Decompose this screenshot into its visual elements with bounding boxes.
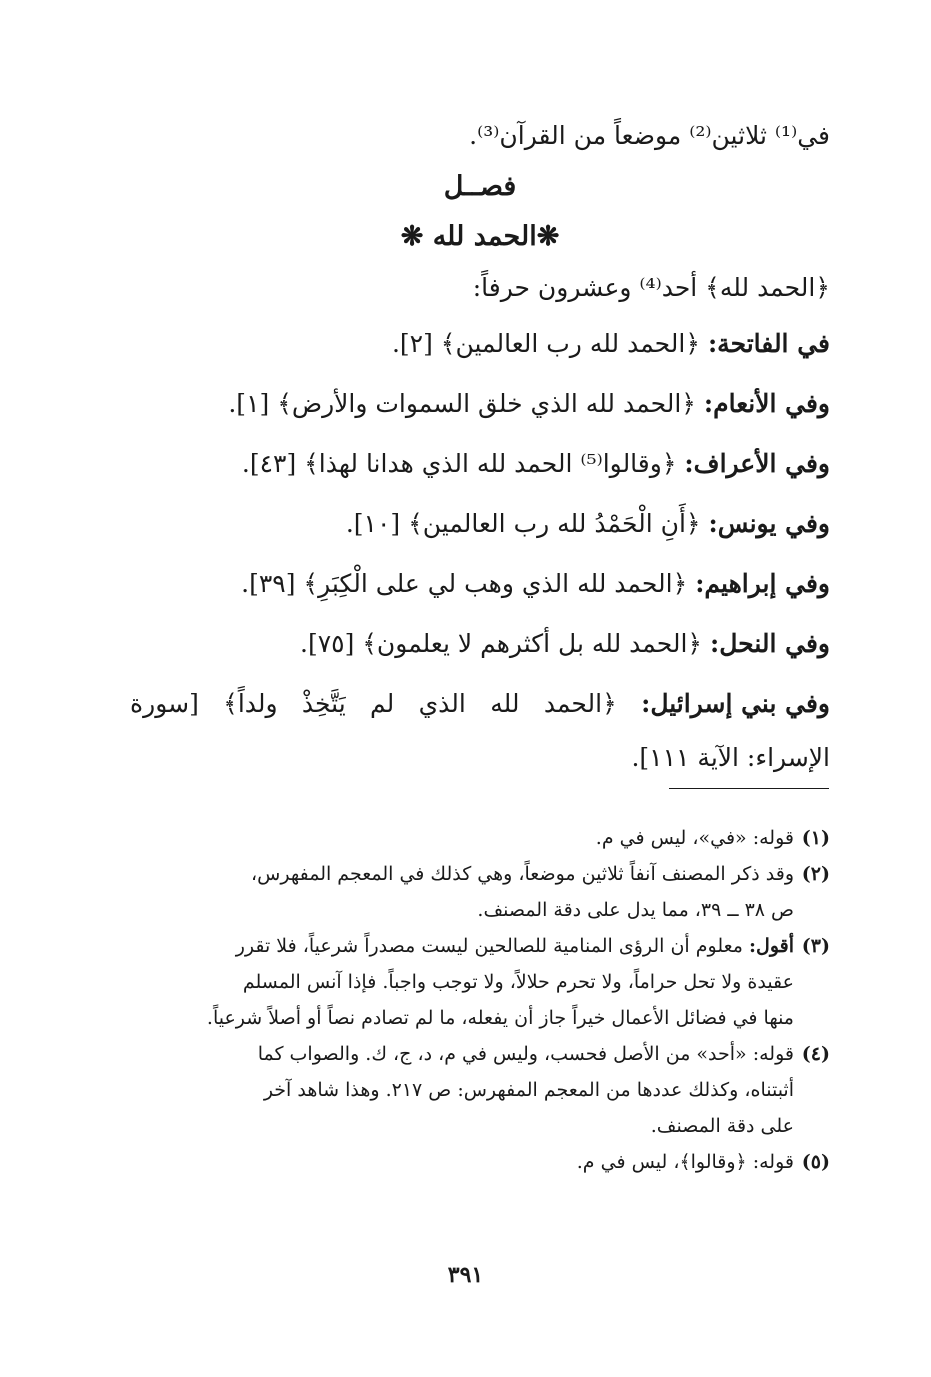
isra-word: يَتَّخِذْ bbox=[301, 689, 346, 718]
verse-text: ﴿أَنِ الْحَمْدُ لله رب العالمين﴾ [١٠]. bbox=[345, 509, 709, 538]
footnote-line: وقد ذكر المصنف آنفاً ثلاثين موضعاً، وهي كذلك في المعجم المفهرس، bbox=[251, 863, 794, 885]
verse-line bbox=[130, 434, 830, 494]
footnote-line: على دقة المصنف. bbox=[650, 1115, 794, 1137]
verse-line bbox=[130, 494, 830, 554]
footnote-line: قوله: ﴿وقالوا﴾، ليس في م. bbox=[576, 1151, 794, 1173]
section-subtitle: ❋الحمد لله ❋ bbox=[400, 221, 560, 252]
isra-word: لم bbox=[370, 689, 395, 718]
footnote-number: (٤) bbox=[801, 1043, 830, 1065]
footnote-body bbox=[130, 928, 794, 1036]
verse-line bbox=[130, 314, 830, 374]
verse-text: ﴿الحمد لله رب العالمين﴾ [٢]. bbox=[391, 329, 708, 358]
isra-word: ﴿الحمد bbox=[543, 689, 617, 718]
footnote-line bbox=[130, 928, 794, 964]
footnote-line: عقيدة ولا تحل حراماً، ولا تحرم حلالاً، ولا توجب واجباً. فإذا آنس المسلم bbox=[242, 971, 794, 993]
intro-line: في⁽¹⁾ ثلاثين⁽²⁾ موضعاً من القرآن⁽³⁾. bbox=[469, 121, 830, 150]
isra-word: ولداً﴾ bbox=[223, 689, 278, 718]
footnote-line: ص ٣٨ ــ ٣٩، مما يدل على دقة المصنف. bbox=[477, 899, 794, 921]
verse-line bbox=[130, 374, 830, 434]
footnote-line: أثبتناه، وكذلك عددها من المعجم المفهرس: ص ٢١٧. وهذا شاهد آخر bbox=[263, 1079, 794, 1101]
verse-text: ﴿الحمد لله الذي خلق السموات والأرض﴾ [١]. bbox=[228, 389, 704, 418]
footnote-line: قوله: «في»، ليس في م. bbox=[595, 827, 794, 849]
verse-label: وفي إبراهيم: bbox=[695, 569, 830, 598]
verse-label: وفي الأعراف: bbox=[684, 449, 830, 478]
footnote-lead: أقول: bbox=[749, 935, 794, 957]
isra-line-1 bbox=[130, 674, 830, 734]
verse-label: وفي يونس: bbox=[708, 509, 830, 538]
isra-label: وفي بني إسرائيل: bbox=[641, 689, 830, 718]
footnote bbox=[130, 928, 830, 1036]
verse-label: وفي الأنعام: bbox=[703, 389, 830, 418]
footnote-body bbox=[130, 820, 794, 856]
main-text bbox=[130, 110, 830, 782]
isra-line-2: الإسراء: الآية ١١١]. bbox=[631, 743, 830, 772]
verse-label: في الفاتحة: bbox=[707, 329, 830, 358]
section-title: فصــل bbox=[443, 171, 517, 202]
footnote-text: معلوم أن الرؤى المنامية للصالحين ليست مصدراً شرعياً، فلا تقرر bbox=[235, 935, 749, 957]
footnote-line: منها في فضائل الأعمال خيراً جاز أن يفعله، ما لم تصادم نصاً أو أصلاً شرعياً. bbox=[206, 1007, 794, 1029]
footnote-body bbox=[130, 856, 794, 928]
footnote-number: (٢) bbox=[801, 863, 830, 885]
footnote-line: قوله: «أحد» من الأصل فحسب، وليس في م، د، ج، ك. والصواب كما bbox=[257, 1043, 794, 1065]
footnote bbox=[130, 856, 830, 928]
isra-word: لله bbox=[490, 689, 520, 718]
verse-line bbox=[130, 554, 830, 614]
footnote-number: (١) bbox=[801, 827, 830, 849]
verse-list bbox=[130, 314, 830, 674]
count-line: ﴿الحمد لله﴾ أحد⁽⁴⁾ وعشرون حرفاً: bbox=[472, 273, 830, 302]
verse-label: وفي النحل: bbox=[710, 629, 830, 658]
footnote-number: (٥) bbox=[801, 1151, 830, 1173]
verse-line bbox=[130, 614, 830, 674]
isra-word: الذي bbox=[418, 689, 466, 718]
footnote-body bbox=[130, 1036, 794, 1144]
footnote-divider bbox=[669, 788, 829, 789]
verse-text: ﴿الحمد لله الذي وهب لي على الْكِبَرِ﴾ [٣٩]. bbox=[241, 569, 696, 598]
isra-word: [سورة bbox=[130, 689, 199, 718]
verse-text: ﴿وقالوا⁽⁵⁾ الحمد لله الذي هدانا لهذا﴾ [٤٣]. bbox=[241, 449, 685, 478]
footnote bbox=[130, 820, 830, 856]
footnotes bbox=[130, 820, 830, 1180]
footnote bbox=[130, 1144, 830, 1180]
footnote-body bbox=[130, 1144, 794, 1180]
footnote bbox=[130, 1036, 830, 1144]
verse-text: ﴿الحمد لله بل أكثرهم لا يعلمون﴾ [٧٥]. bbox=[300, 629, 711, 658]
footnote-number: (٣) bbox=[801, 935, 830, 957]
page-number: ٣٩١ bbox=[447, 1262, 484, 1288]
